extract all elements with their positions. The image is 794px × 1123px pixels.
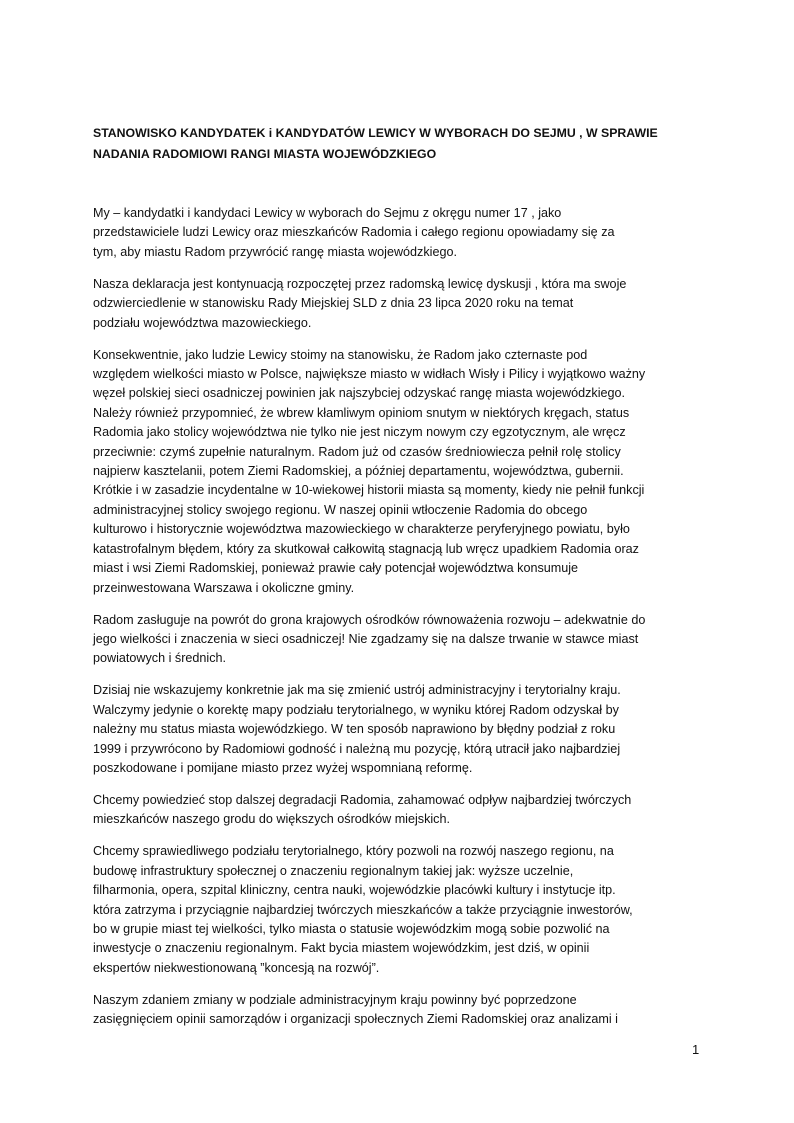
text-line: My – kandydatki i kandydaci Lewicy w wyborach do Sejmu z okręgu numer 17 , jako (93, 206, 562, 220)
text-line: Należy również przypomnieć, że wbrew kłamliwym opiniom snutym w niektórych kręgach, status (93, 405, 630, 420)
text-line: powiatowych i średnich. (93, 651, 226, 666)
text-line: węzeł polskiej sieci osadniczej powinien jak najszybciej odzyskać rangę miasta wojewódzkiego. (93, 386, 625, 401)
text-line: należny mu status miasta wojewódzkiego. W ten sposób naprawiono by błędny podział z roku (93, 722, 616, 737)
text-line: Walczymy jedynie o korektę mapy podziału terytorialnego, w wyniku której Radom odzyskał by (93, 702, 619, 717)
text-line: budowę infrastruktury społecznej o znaczeniu regionalnym takiej jak: wyższe uczelnie, (93, 863, 574, 878)
text-line: katastrofalnym błędem, który za skutkował całkowitą stagnacją lub wręcz upadkiem Radomia oraz (93, 541, 639, 556)
text-line: podziału województwa mazowieckiego. (93, 315, 312, 330)
title-line: STANOWISKO KANDYDATEK i KANDYDATÓW LEWICY W WYBORACH DO SEJMU , W SPRAWIE (93, 126, 658, 140)
text-line: miast i wsi Ziemi Radomskiej, ponieważ prawie cały potencjał województwa konsumuje (93, 561, 579, 576)
paragraph (93, 346, 713, 598)
text-line: względem wielkości miasto w Polsce, największe miasto w widłach Wisły i Pilicy i wyjątkowo ważny (93, 367, 646, 382)
text-line: Radomia jako stolicy województwa nie tylko nie jest niczym nowym czy egzotycznym, ale wręcz (93, 425, 626, 440)
text-line: poszkodowane i pomijane miasto przez wyżej wspomnianą reformę. (93, 760, 473, 775)
paragraph (93, 275, 713, 333)
text-line: Krótkie i w zasadzie incydentalne w 10-wiekowej historii miasta są momenty, kiedy nie pełnił funkcji (93, 483, 645, 498)
page-number: 1 (692, 1042, 700, 1057)
text-line: kulturowo i historycznie województwa mazowieckiego w charakterze peryferyjnego powiatu, było (93, 522, 630, 537)
document-body (93, 204, 713, 1042)
text-line: tym, aby miastu Radom przywrócić rangę miasta wojewódzkiego. (93, 244, 457, 259)
text-line: mieszkańców naszego grodu do większych ośrodków miejskich. (93, 812, 450, 827)
text-line: przeinwestowana Warszawa i okoliczne gminy. (93, 580, 355, 595)
title-line: NADANIA RADOMIOWI RANGI MIASTA WOJEWÓDZKIEGO (93, 147, 437, 161)
paragraph (93, 204, 713, 262)
text-line: jego wielkości i znaczenia w sieci osadniczej! Nie zgadzamy się na dalsze trwanie w stawce miast (93, 631, 639, 646)
paragraph (93, 991, 713, 1030)
paragraph (93, 791, 713, 830)
text-line: Radom zasługuje na powrót do grona krajowych ośrodków równoważenia rozwoju – adekwatnie do (93, 612, 646, 627)
text-line: przedstawiciele ludzi Lewicy oraz mieszkańców Radomia i całego regionu opowiadamy się za (93, 225, 615, 240)
paragraph (93, 611, 713, 669)
text-line: 1999 i przywrócono by Radomiowi godność i należną mu pozycję, którą utracił jako najbardziej (93, 741, 621, 756)
document-title (93, 123, 658, 165)
text-line: Konsekwentnie, jako ludzie Lewicy stoimy na stanowisku, że Radom jako czternaste pod (93, 347, 588, 362)
text-line: Naszym zdaniem zmiany w podziale administracyjnym kraju powinny być poprzedzone (93, 992, 577, 1007)
text-line: najpierw kasztelanii, potem Ziemi Radomskiej, a później departamentu, województwa, gubernii. (93, 464, 624, 479)
text-line: Nasza deklaracja jest kontynuacją rozpoczętej przez radomską lewicę dyskusji , która ma swoje (93, 276, 627, 291)
text-line: administracyjnej stolicy swojego regionu. W naszej opinii wtłoczenie Radomia do obcego (93, 502, 588, 517)
text-line: zasięgnięciem opinii samorządów i organizacji społecznych Ziemi Radomskiej oraz analizami i (93, 1012, 618, 1027)
paragraph (93, 681, 713, 778)
text-line: bo w grupie miast tej wielkości, tylko miasta o statusie wojewódzkim mogą sobie pozwolić na (93, 921, 610, 936)
text-line: odzwierciedlenie w stanowisku Rady Miejskiej SLD z dnia 23 lipca 2020 roku na temat (93, 296, 574, 311)
text-line: ekspertów niekwestionowaną ”koncesją na rozwój”. (93, 960, 380, 975)
text-line: która zatrzyma i przyciągnie najbardziej twórczych mieszkańców a także przyciągnie inwestorów, (93, 902, 633, 917)
text-line: Chcemy powiedzieć stop dalszej degradacji Radomia, zahamować odpływ najbardziej twórczych (93, 792, 632, 807)
text-line: Chcemy sprawiedliwego podziału terytorialnego, który pozwoli na rozwój naszego regionu, na (93, 844, 614, 859)
text-line: Dzisiaj nie wskazujemy konkretnie jak ma się zmienić ustrój administracyjny i terytorialny kraju. (93, 683, 621, 698)
text-line: inwestycje o znaczeniu regionalnym. Fakt bycia miastem wojewódzkim, jest dziś, w opinii (93, 941, 590, 956)
text-line: filharmonia, opera, szpital kliniczny, centra nauki, wojewódzkie placówki kultury i instytucje itp. (93, 883, 616, 898)
text-line: przeciwnie: czymś zupełnie naturalnym. Radom już od czasów średniowiecza pełnił rolę stolicy (93, 444, 621, 459)
paragraph (93, 842, 713, 978)
